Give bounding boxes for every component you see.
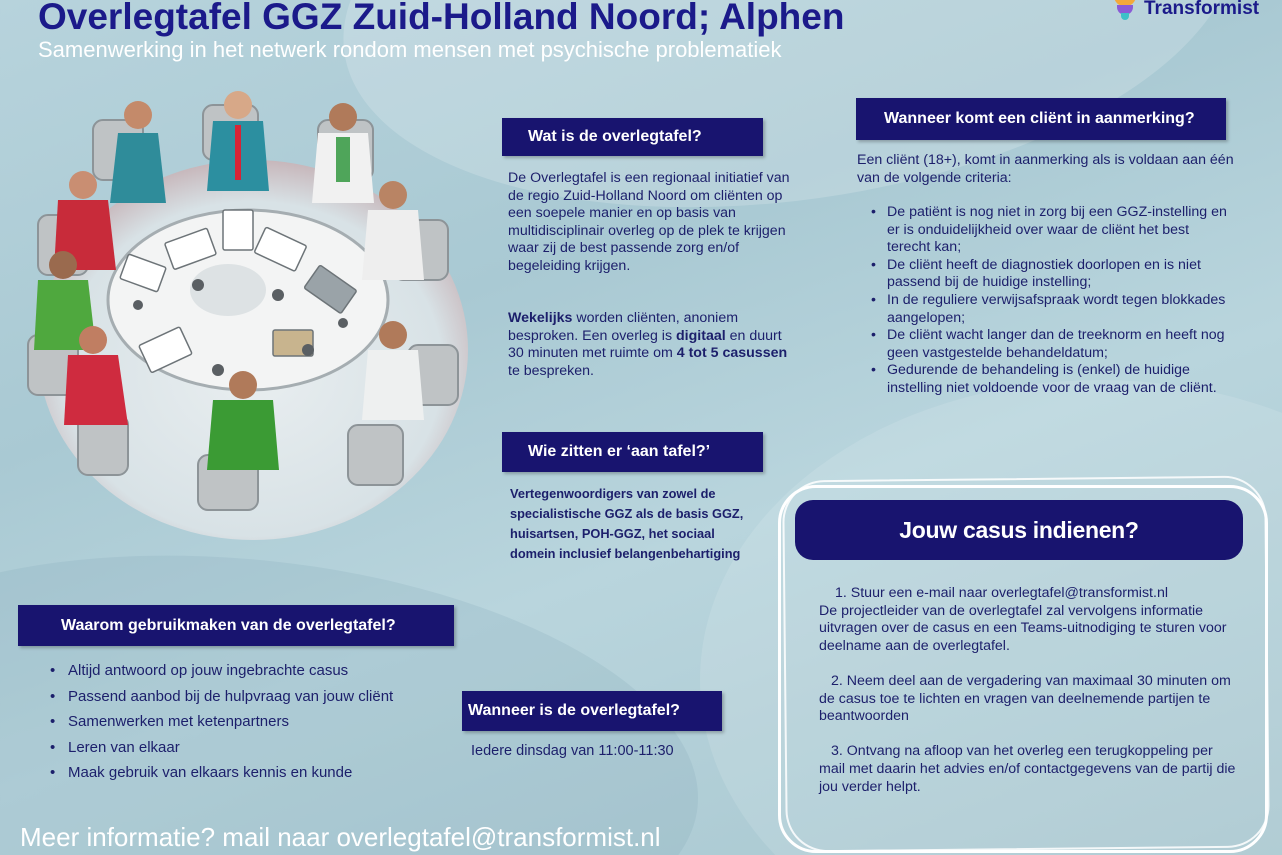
logo-text: Transformist bbox=[1144, 0, 1260, 19]
waarom-list bbox=[50, 661, 450, 789]
text-segment: en duurt 30 minuten met ruimte om bbox=[508, 327, 782, 362]
wat-frequency-paragraph bbox=[508, 310, 790, 380]
heading-jouw-casus-indienen: Jouw casus indienen? bbox=[795, 500, 1243, 560]
text-segment: worden cliënten, anoniem besproken. Een overleg is bbox=[508, 310, 739, 344]
transformist-logo bbox=[1112, 0, 1259, 22]
list-item: • De cliënt wacht langer dan de treeknorm en heeft nog geen vastgestelde behandeldatum; bbox=[871, 327, 1231, 362]
heading-wanneer-komt-client-in-aanmerking: Wanneer komt een cliënt in aanmerking? bbox=[856, 98, 1226, 140]
heading-wie-zitten-er-aan-tafel: Wie zitten er ‘aan tafel?’ bbox=[502, 432, 763, 472]
list-item: • Leren van elkaar bbox=[50, 738, 450, 764]
casus-step-1-text: De projectleider van de overlegtafel zal vervolgens informatie uitvragen over de casus en een Teams-uitnodiging te sturen voor deelname aan de overlegtafel. bbox=[819, 602, 1227, 654]
list-item: • Passend aanbod bij de hulpvraag van jouw cliënt bbox=[50, 687, 450, 713]
text-segment: te bespreken. bbox=[508, 362, 594, 379]
casus-step-2 bbox=[819, 673, 1239, 726]
list-item: • Samenwerken met ketenpartners bbox=[50, 712, 450, 738]
heading-wanneer-is-de-overlegtafel: Wanneer is de overlegtafel? bbox=[462, 691, 722, 731]
wanneer-text: Iedere dinsdag van 11:00-11:30 bbox=[471, 743, 674, 759]
casus-step-2-text: 2. Neem deel aan de vergadering van maximaal 30 minuten om de casus toe te lichten en vragen van deelnemende partijen te beantwoorden bbox=[819, 672, 1231, 725]
list-item: • Gedurende de behandeling is (enkel) de huidige instelling niet voldoende voor de vraag van de cliënt. bbox=[871, 362, 1231, 397]
criteria-intro: Een cliënt (18+), komt in aanmerking als is voldaan aan één van de volgende criteria: bbox=[857, 152, 1234, 186]
bold-casussen: 4 tot 5 casussen bbox=[676, 345, 788, 362]
wat-paragraph: De Overlegtafel is een regionaal initiatief van de regio Zuid-Holland Noord om cliënten op een soepele manier en op basis van multidisciplinair overleg op de plek te krijgen waar zij de best passende zorg en/of begeleiding krijgen. bbox=[508, 170, 790, 274]
page-title: Overlegtafel GGZ Zuid-Holland Noord; Alphen bbox=[38, 0, 845, 37]
footer-contact: Meer informatie? mail naar overlegtafel@transformist.nl bbox=[20, 822, 661, 852]
list-item: • De patiënt is nog niet in zorg bij een GGZ-instelling en er is onduidelijkheid over waar de cliënt het best terecht kan; bbox=[871, 204, 1231, 257]
meeting-table-illustration bbox=[18, 85, 468, 545]
list-item: • Altijd antwoord op jouw ingebrachte casus bbox=[50, 661, 450, 687]
list-item: • Maak gebruik van elkaars kennis en kunde bbox=[50, 763, 450, 789]
casus-step-1 bbox=[819, 585, 1239, 655]
criteria-list bbox=[871, 204, 1231, 398]
wie-paragraph: Vertegenwoordigers van zowel de specialistische GGZ als de basis GGZ, huisartsen, POH-GGZ, het sociaal domein inclusief belangenbehartiging bbox=[510, 486, 744, 561]
casus-step-3-text: 3. Ontvang na afloop van het overleg een terugkoppeling per mail met daarin het advies en/of contactgegevens van de partij die jou verder helpt. bbox=[819, 743, 1236, 795]
heading-wat-is-de-overlegtafel: Wat is de overlegtafel? bbox=[502, 118, 763, 156]
list-item: • In de reguliere verwijsafspraak wordt tegen blokkades aangelopen; bbox=[871, 292, 1231, 327]
casus-step-3 bbox=[819, 743, 1239, 796]
casus-step-1-email: 1. Stuur een e-mail naar overlegtafel@transformist.nl bbox=[835, 585, 1168, 601]
casus-steps bbox=[819, 585, 1239, 814]
page-subtitle: Samenwerking in het netwerk rondom mensen met psychische problematiek bbox=[38, 37, 782, 62]
bold-digitaal: digitaal bbox=[676, 327, 726, 344]
list-item: • De cliënt heeft de diagnostiek doorlopen en is niet passend bij de huidige instelling; bbox=[871, 257, 1231, 292]
heading-waarom-gebruikmaken: Waarom gebruikmaken van de overlegtafel? bbox=[18, 605, 454, 646]
logo-mark-icon bbox=[1112, 0, 1138, 22]
bold-wekelijks: Wekelijks bbox=[508, 310, 573, 326]
